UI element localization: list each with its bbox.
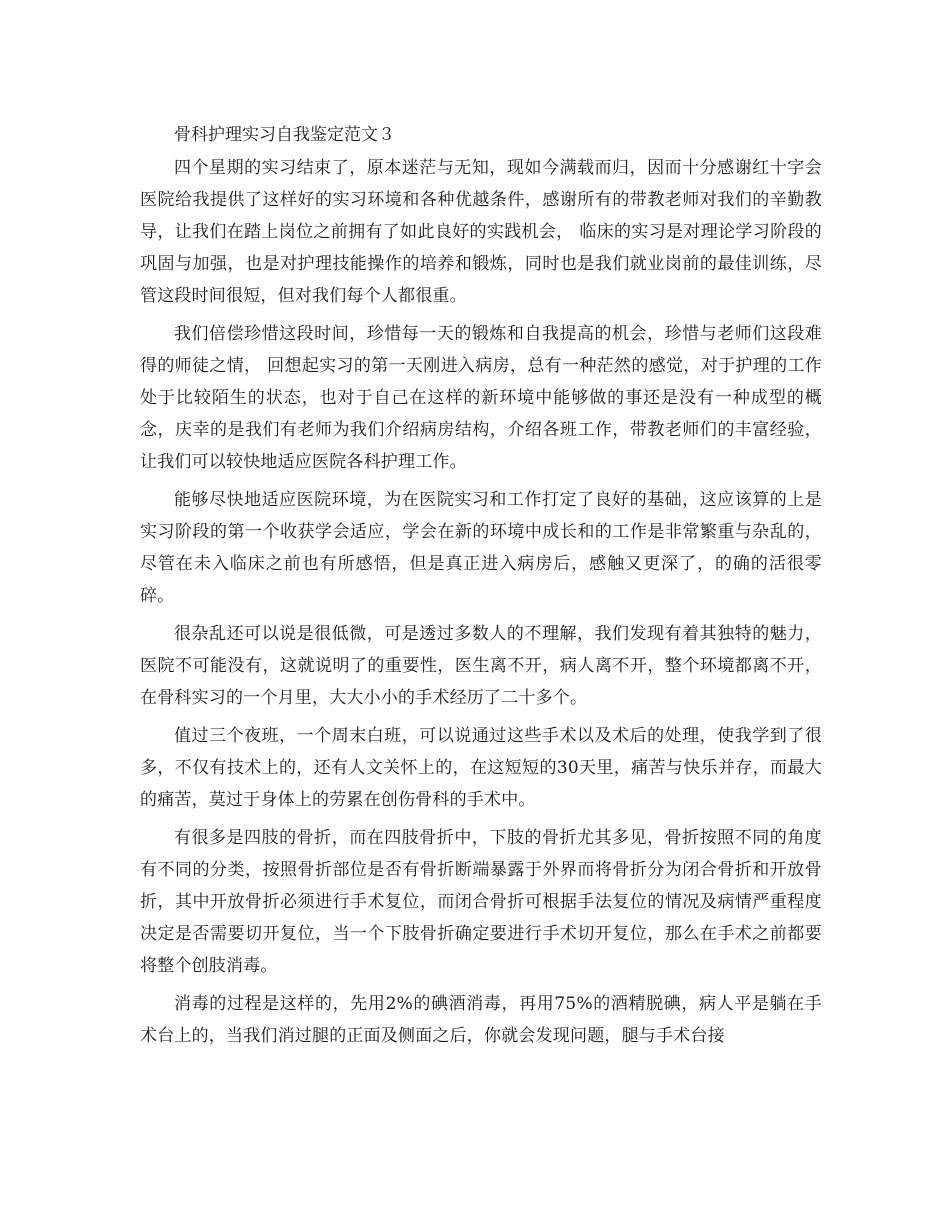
paragraph-3: 能够尽快地适应医院环境，为在医院实习和工作打定了良好的基础，这应该算的上是实习阶段的第一个收获学会适应，学会在新的环境中成长和的工作是非常繁重与杂乱的，尽管在未入临床之前也有所感悟，但是真正进入病房后，感触又更深了，的确的活很零碎。: [140, 490, 822, 606]
paragraph-2: 我们倍偿珍惜这段时间，珍惜每一天的锻炼和自我提高的机会，珍惜与老师们这段难得的师徒之情， 回想起实习的第一天刚进入病房，总有一种茫然的感觉，对于护理的工作处于比较陌生的状态，也对于自己在这样的新环境中能够做的事还是没有一种成型的概念，庆幸的是我们有老师为我们介绍病房结构，介绍各班工作，带教老师们的丰富经验，让我们可以较快地适应医院各科护理工作。: [140, 324, 822, 472]
paragraph-6: 有很多是四肢的骨折，而在四肢骨折中，下肢的骨折尤其多见，骨折按照不同的角度有不同的分类，按照骨折部位是否有骨折断端暴露于外界而将骨折分为闭合骨折和开放骨折，其中开放骨折必须进行手术复位，而闭合骨折可根据手法复位的情况及病情严重程度决定是否需要切开复位，当一个下肢骨折确定要进行手术切开复位，那么在手术之前都要将整个创肢消毒。: [140, 828, 822, 976]
paragraph-1: 四个星期的实习结束了，原本迷茫与无知，现如今满载而归，因而十分感谢红十字会医院给我提供了这样好的实习环境和各种优越条件，感谢所有的带教老师对我们的辛勤教导，让我们在踏上岗位之前拥有了如此良好的实践机会， 临床的实习是对理论学习阶段的巩固与加强，也是对护理技能操作的培养和锻炼，同时也是我们就业岗前的最佳训练，尽管这段时间很短，但对我们每个人都很重。: [140, 158, 822, 306]
document-title: 骨科护理实习自我鉴定范文３: [174, 125, 395, 145]
paragraph-4: 很杂乱还可以说是很低微，可是透过多数人的不理解，我们发现有着其独特的魅力，医院不可能没有，这就说明了的重要性，医生离不开，病人离不开，整个环境都离不开， 在骨科实习的一个月里，大大小小的手术经历了二十多个。: [140, 624, 822, 708]
document-body: [140, 118, 822, 1058]
paragraph-7: 消毒的过程是这样的，先用2%的碘酒消毒，再用75%的酒精脱碘，病人平是躺在手术台上的，当我们消过腿的正面及侧面之后，你就会发现问题，腿与手术台接: [140, 994, 822, 1046]
paragraph-5: 值过三个夜班，一个周末白班，可以说通过这些手术以及术后的处理，使我学到了很多，不仅有技术上的，还有人文关怀上的，在这短短的30天里，痛苦与快乐并存，而最大的痛苦，莫过于身体上的劳累在创伤骨科的手术中。: [140, 726, 822, 810]
